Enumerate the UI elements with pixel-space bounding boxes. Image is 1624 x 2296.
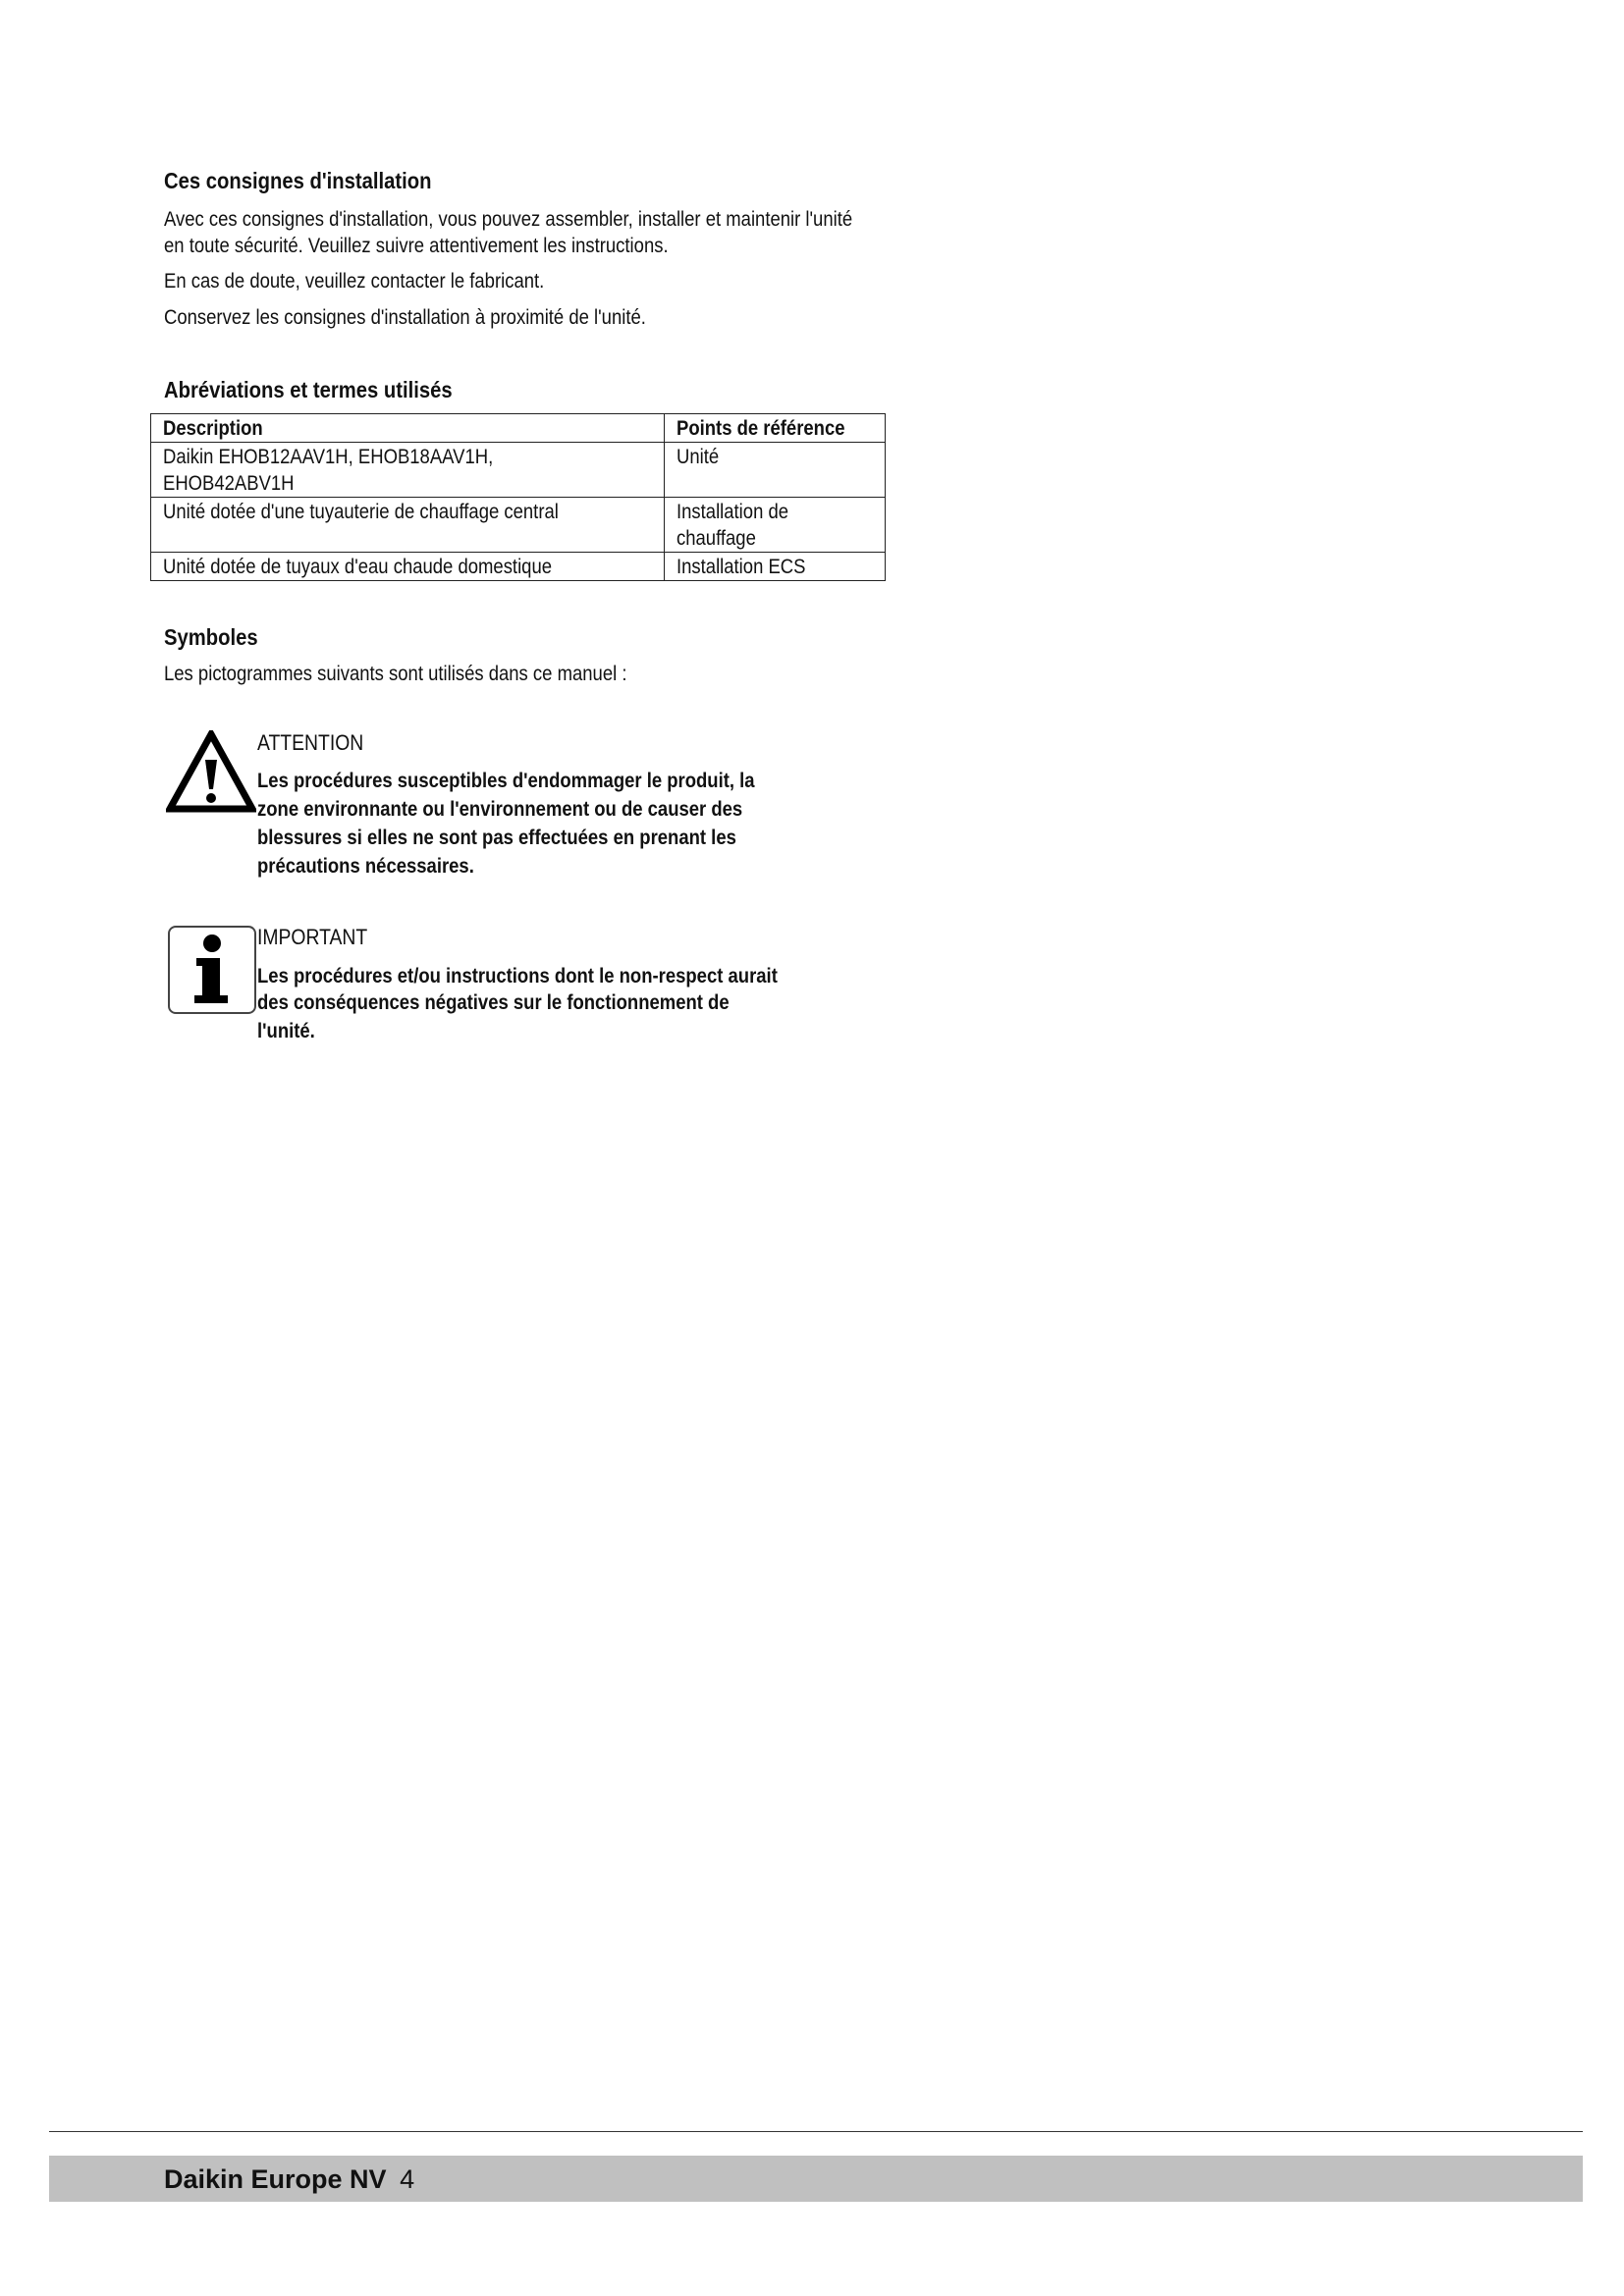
column-header-reference: Points de référence	[665, 414, 886, 443]
column-header-description: Description	[151, 414, 665, 443]
attention-text-line-1: Les procédures susceptibles d'endommager le produit, la	[257, 770, 755, 792]
attention-text-line-3: blessures si elles ne sont pas effectuées en prenant les	[257, 827, 736, 849]
install-paragraph-line-1: Avec ces consignes d'installation, vous pouvez assembler, installer et maintenir l'unité	[164, 208, 853, 231]
page-number: 4	[400, 2164, 415, 2194]
footer-divider	[49, 2131, 1583, 2132]
info-icon	[167, 925, 257, 1015]
symbols-heading: Symboles	[164, 624, 258, 650]
important-text-line-1: Les procédures et/ou instructions dont le non-respect aurait	[257, 965, 778, 988]
abbr-heading: Abréviations et termes utilisés	[164, 377, 453, 402]
table-row	[151, 553, 886, 581]
table-header-row	[151, 414, 886, 443]
footer-company: Daikin Europe NV	[164, 2164, 387, 2194]
important-title: IMPORTANT	[257, 925, 368, 949]
warning-triangle-icon	[166, 730, 256, 813]
abbreviations-table	[150, 413, 886, 581]
description-cell: Daikin EHOB12AAV1H, EHOB18AAV1H, EHOB42ABV1H	[151, 443, 665, 498]
install-paragraph-line-2: en toute sécurité. Veuillez suivre attentivement les instructions.	[164, 235, 669, 257]
important-text-line-3: l'unité.	[257, 1020, 315, 1042]
reference-cell: Installation de chauffage	[665, 498, 886, 553]
reference-cell: Unité	[665, 443, 886, 498]
install-keep-paragraph: Conservez les consignes d'installation à proximité de l'unité.	[164, 306, 646, 329]
description-cell: Unité dotée de tuyaux d'eau chaude domestique	[151, 553, 665, 581]
reference-cell: Installation ECS	[665, 553, 886, 581]
attention-title: ATTENTION	[257, 730, 364, 755]
symbols-intro: Les pictogrammes suivants sont utilisés dans ce manuel :	[164, 663, 627, 685]
attention-text-line-4: précautions nécessaires.	[257, 855, 474, 878]
table-row	[151, 498, 886, 553]
table-row	[151, 443, 886, 498]
footer	[164, 2164, 414, 2195]
description-cell: Unité dotée d'une tuyauterie de chauffage central	[151, 498, 665, 553]
install-contact-paragraph: En cas de doute, veuillez contacter le fabricant.	[164, 270, 545, 293]
attention-text-line-2: zone environnante ou l'environnement ou de causer des	[257, 798, 743, 821]
install-heading: Ces consignes d'installation	[164, 168, 432, 193]
important-text-line-2: des conséquences négatives sur le fonctionnement de	[257, 991, 730, 1014]
